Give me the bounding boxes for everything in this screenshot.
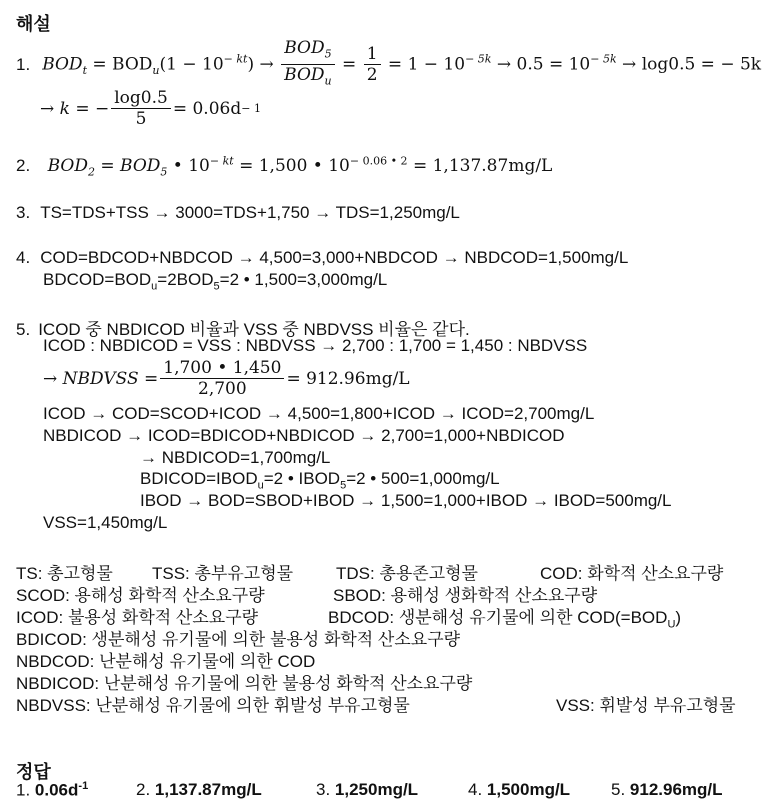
glossary-sbod: SBOD: 용해성 생화학적 산소요구량 (333, 586, 598, 605)
glossary-ts: TS: 총고형물 (16, 564, 113, 583)
solution-item-5-line-3: → NBDVSS = $\frac{1,700 • 1,450}{2,700}$ = 912.96mg/L (43, 358, 410, 399)
answer-item-3: 3. 1,250mg/L (316, 780, 419, 799)
solution-item-1-line-1 (16, 38, 761, 92)
answer-item-2: 2. 1,137.87mg/L (136, 780, 262, 799)
answer-item-5: 5. 912.96mg/L (611, 780, 723, 799)
solution-item-5-line-9: VSS=1,450mg/L (43, 513, 168, 532)
solution-item-5-line-6: → NBDICOD=1,700mg/L (140, 448, 331, 467)
glossary-tss: TSS: 총부유고형물 (152, 564, 294, 583)
solution-item-5-line-8: IBOD → BOD=SBOD+IBOD → 1,500=1,000+IBOD → IBOD=500mg/L (140, 491, 672, 510)
math-expression: $BOD_t = BOD_u(1 - 10^{- kt})$ → $\frac{BOD_5}{BOD_u}$ = $\frac{1}{2}$ = $1 - 10^{- 5k} \to 0.5 = 10^{- 5k} \to \log 0.5$ = − 5k (42, 38, 761, 92)
glossary-nbdicod: NBDICOD: 난분해성 유기물에 의한 불용성 화학적 산소요구량 (16, 674, 473, 693)
glossary-bdicod: BDICOD: 생분해성 유기물에 의한 불용성 화학적 산소요구량 (16, 630, 461, 649)
solution-item-2: 2. $BOD_2 = BOD_5$ • $10^{- kt} = 1,500$ • $10^{- 0.06 • 2} = 1,137.87mg/L$ (16, 154, 553, 179)
solution-item-5-line-4: ICOD → COD=SCOD+ICOD → 4,500=1,800+ICOD → ICOD=2,700mg/L (43, 404, 595, 423)
glossary-vss: VSS: 휘발성 부유고형물 (556, 696, 736, 715)
glossary-tds: TDS: 총용존고형물 (336, 564, 478, 583)
fraction-nbdvss: $\frac{1,700 • 1,450}{2,700}$ (160, 358, 284, 399)
solution-item-4-line-2: $BDCOD=BOD_u=2BOD_5=2$ • 1,500=3,000mg/L (43, 270, 388, 293)
fraction-one-half: $\frac{1}{2}$ (364, 44, 381, 85)
solution-item-3: 3. TS=TDS+TSS → 3000=TDS+1,750 → TDS=1,250mg/L (16, 203, 460, 222)
solution-item-4-line-1: 4. COD=BDCOD+NBDCOD → 4,500=3,000+NBDCOD → NBDCOD=1,500mg/L (16, 248, 629, 267)
glossary-icod: ICOD: 불용성 화학적 산소요구량 (16, 608, 259, 627)
solution-item-5-line-5: NBDICOD → ICOD=BDICOD+NBDICOD → 2,700=1,000+NBDICOD (43, 426, 565, 445)
glossary-scod: SCOD: 용해성 화학적 산소요구량 (16, 586, 265, 605)
glossary-nbdvss: NBDVSS: 난분해성 유기물에 의한 휘발성 부유고형물 (16, 696, 410, 715)
solution-item-5-line-7: $BDICOD=IBOD_u=2$ • $IBOD_5=2$ • 500=1,000mg/L (140, 469, 500, 492)
answer-heading: 정답 (16, 762, 51, 783)
solution-heading: 해설 (16, 14, 51, 35)
solution-item-1-line-2: → k = − $\frac{\log 0.5}{5}$ = 0.06d − 1 (40, 88, 261, 129)
solution-item-5-line-1: 5. ICOD 중 NBDICOD 비율과 VSS 중 NBDVSS 비율은 같다. (16, 320, 470, 339)
answer-item-4: 4. 1,500mg/L (468, 780, 571, 799)
glossary-nbdcod: NBDCOD: 난분해성 유기물에 의한 COD (16, 652, 316, 671)
fraction-log: $\frac{\log 0.5}{5}$ (111, 88, 171, 129)
item-number: 1. (16, 54, 31, 74)
answer-item-1: 1. $0.06d^{-1}$ (16, 780, 89, 800)
fraction-bod5-bodu: $\frac{BOD_5}{BOD_u}$ (281, 38, 334, 92)
glossary-bdcod: BDCOD: 생분해성 유기물에 의한 $COD(=BOD_U)$ (328, 608, 682, 631)
glossary-cod: COD: 화학적 산소요구량 (540, 564, 724, 583)
solution-item-5-line-2: ICOD : NBDICOD = VSS : NBDVSS → 2,700 : 1,700 = 1,450 : NBDVSS (43, 336, 588, 355)
